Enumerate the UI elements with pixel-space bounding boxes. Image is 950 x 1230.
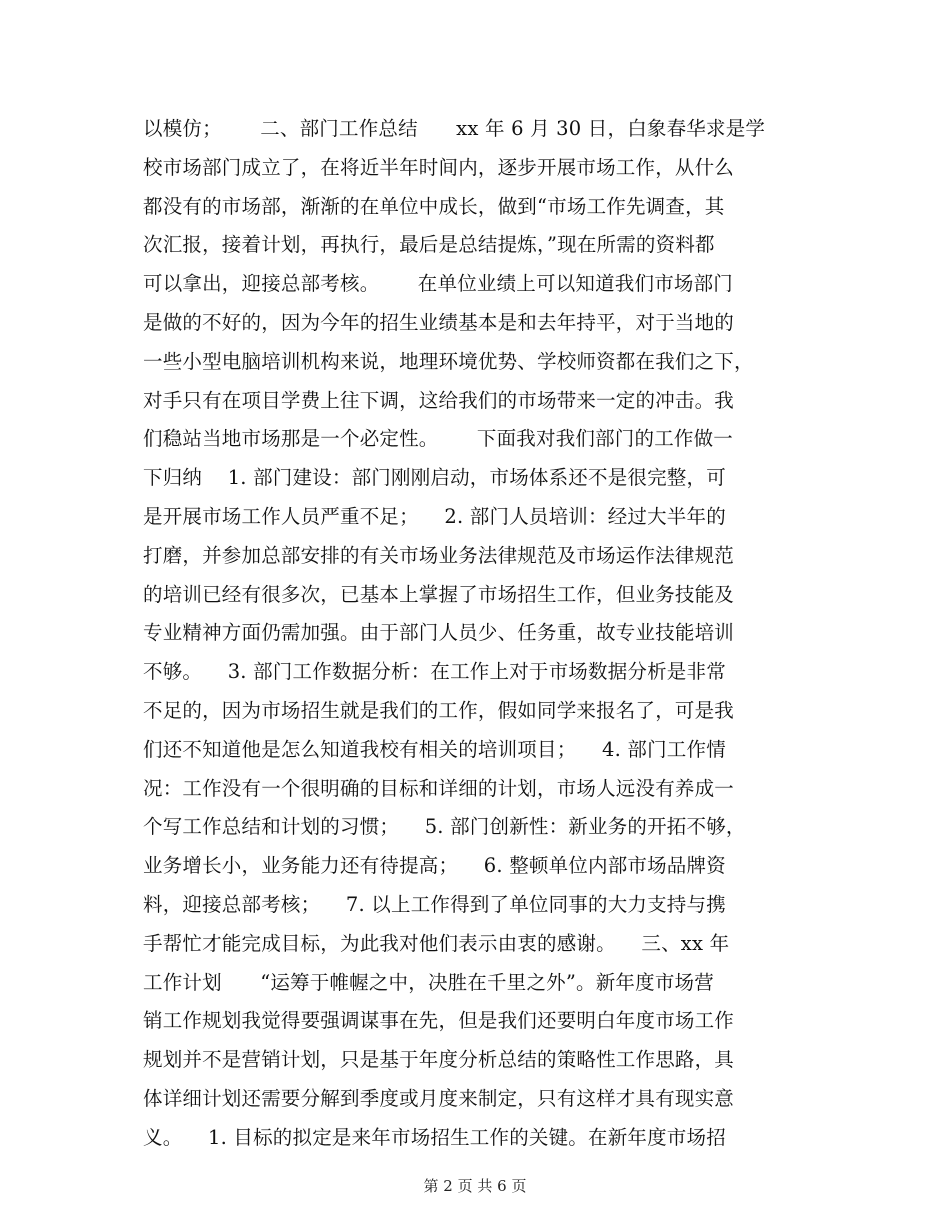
text-line: 义。 1. 目标的拟定是来年市场招生工作的关键。在新年度市场招 — [143, 1125, 726, 1149]
text-line: 业务增长小，业务能力还有待提高； 6. 整顿单位内部市场品牌资 — [143, 854, 726, 878]
text-line: 一些小型电脑培训机构来说，地理环境优势、学校师资都在我们之下， — [143, 349, 754, 373]
text-line: 体详细计划还需要分解到季度或月度来制定，只有这样才具有现实意 — [143, 1086, 735, 1110]
text-line: 打磨，并参加总部安排的有关市场业务法律规范及市场运作法律规范 — [143, 543, 735, 567]
text-line: 是做的不好的，因为今年的招生业绩基本是和去年持平，对于当地的 — [143, 310, 735, 334]
text-line: 次汇报，接着计划，再执行，最后是总结提炼，”现在所需的资料都 — [143, 233, 715, 257]
text-line: 下归纳 1. 部门建设：部门刚刚启动，市场体系还不是很完整，可 — [143, 466, 726, 490]
text-line: 对手只有在项目学费上往下调，这给我们的市场带来一定的冲击。我 — [143, 388, 735, 412]
text-line: 况：工作没有一个很明确的目标和详细的计划，市场人远没有养成一 — [143, 776, 735, 800]
body-text — [143, 110, 813, 1158]
text-line: 以模仿； 二、部门工作总结 xx 年 6 月 30 日，白象春华求是学 — [143, 117, 766, 140]
text-line: 校市场部门成立了，在将近半年时间内，逐步开展市场工作，从什么 — [143, 155, 735, 179]
text-line: 工作计划 “运筹于帷幄之中，决胜在千里之外”。新年度市场营 — [143, 970, 714, 994]
text-line: 可以拿出，迎接总部考核。 在单位业绩上可以知道我们市场部门 — [143, 272, 733, 296]
text-line: 手帮忙才能完成目标，为此我对他们表示由衷的感谢。 三、xx 年 — [143, 931, 730, 955]
text-line: 料，迎接总部考核； 7. 以上工作得到了单位同事的大力支持与携 — [143, 892, 726, 916]
text-line: 专业精神方面仍需加强。由于部门人员少、任务重，故专业技能培训 — [143, 621, 735, 645]
page-number-footer: 第 2 页 共 6 页 — [423, 1177, 527, 1195]
text-line: 个写工作总结和计划的习惯； 5. 部门创新性：新业务的开拓不够， — [143, 815, 746, 839]
text-line: 销工作规划我觉得要强调谋事在先，但是我们还要明白年度市场工作 — [143, 1009, 735, 1033]
text-line: 不足的，因为市场招生就是我们的工作，假如同学来报名了，可是我 — [143, 698, 735, 722]
text-line: 都没有的市场部，渐渐的在单位中成长，做到“市场工作先调查，其 — [143, 194, 725, 218]
text-line: 们稳站当地市场那是一个必定性。 下面我对我们部门的工作做一 — [143, 427, 733, 451]
text-line: 规划并不是营销计划，只是基于年度分析总结的策略性工作思路，具 — [143, 1048, 735, 1072]
text-line: 不够。 3. 部门工作数据分析：在工作上对于市场数据分析是非常 — [143, 660, 726, 684]
text-line: 的培训已经有很多次，已基本上掌握了市场招生工作，但业务技能及 — [143, 582, 735, 606]
text-line: 是开展市场工作人员严重不足； 2. 部门人员培训：经过大半年的 — [143, 504, 726, 528]
text-line: 们还不知道他是怎么知道我校有相关的培训项目； 4. 部门工作情 — [143, 737, 726, 761]
